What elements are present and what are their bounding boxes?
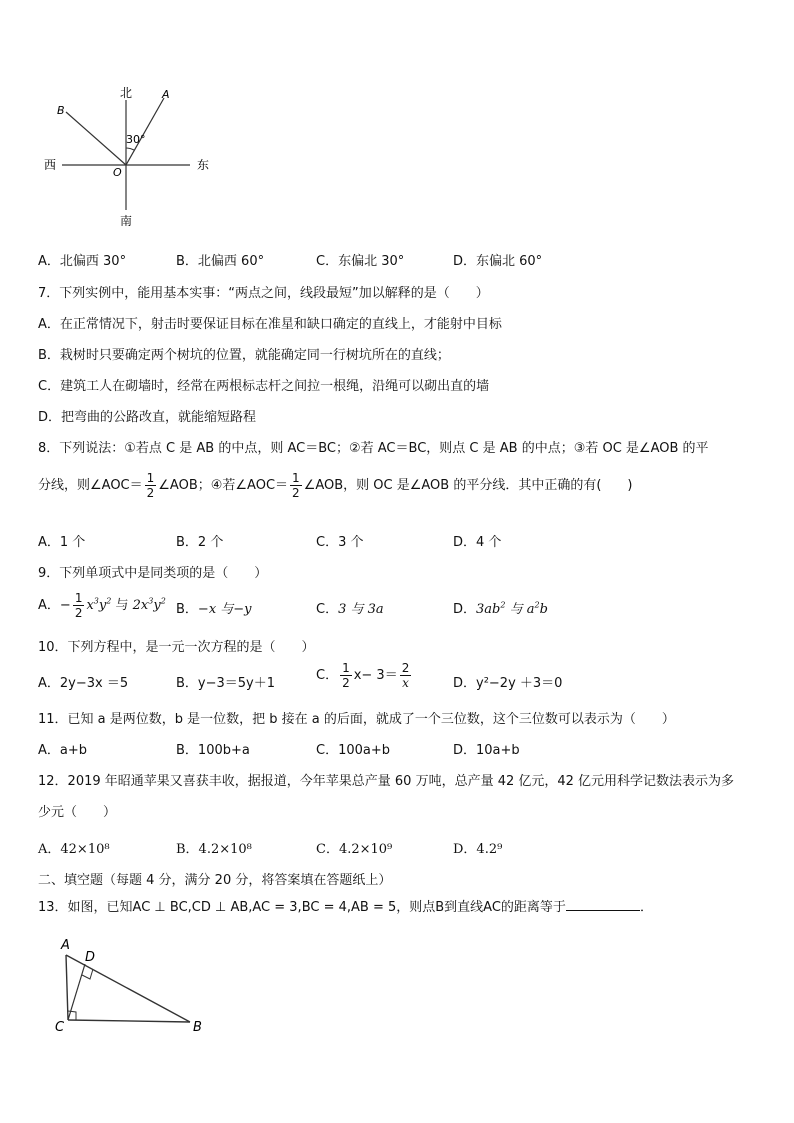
q9-option-b[interactable]: B．−x 与−y xyxy=(176,602,252,617)
q9-option-c[interactable]: C．3 与 3a xyxy=(316,602,384,617)
q8-option-a[interactable]: A．1 个 xyxy=(38,535,86,550)
q10-stem: 10．下列方程中，是一元一次方程的是（ ） xyxy=(38,640,315,655)
angle-label: 30° xyxy=(126,133,146,146)
q10-option-c[interactable]: C． $\frac{1}{2}$ x− 3＝ $\frac{2}{x}$ xyxy=(316,661,410,690)
q9-option-a[interactable]: A．− $\frac{1}{2}$ $x^3y^2$ 与 $2x^3y^2$ xyxy=(38,591,166,620)
q6-option-b[interactable]: B．北偏西 60° xyxy=(176,254,265,269)
q11-stem: 11．已知 a 是两位数，b 是一位数，把 b 接在 a 的后面，就成了一个三位数，这个三位数可以表示为（ ） xyxy=(38,712,675,727)
vertex-a-label: A xyxy=(61,938,70,953)
q10-option-d[interactable]: D．y²−2y ＋3＝0 xyxy=(453,676,563,691)
vertex-d-label: D xyxy=(85,950,96,965)
q7-option-c[interactable]: C．建筑工人在砌墙时，经常在两根标志杆之间拉一根绳，沿绳可以砌出直的墙 xyxy=(38,379,490,394)
q9-stem: 9．下列单项式中是同类项的是（ ） xyxy=(38,566,268,581)
q7-option-a[interactable]: A．在正常情况下，射击时要保证目标在准星和缺口确定的直线上，才能射中目标 xyxy=(38,317,502,332)
q8-fraction-1: $\frac{1}{2}$ xyxy=(146,471,155,500)
side-cb xyxy=(68,1020,190,1022)
q6-option-c[interactable]: C．东偏北 30° xyxy=(316,254,405,269)
q12-option-d[interactable]: D．4.2⁹ xyxy=(453,842,503,857)
section-heading: 二、填空题（每题 4 分，满分 20 分，将答案填在答题纸上） xyxy=(38,873,392,888)
point-a-label: A xyxy=(162,88,170,101)
q12-option-a[interactable]: A．42×10⁸ xyxy=(38,842,110,857)
q8-option-b[interactable]: B．2 个 xyxy=(176,535,224,550)
east-label: 东 xyxy=(197,158,210,172)
point-b-label: B xyxy=(57,104,65,117)
ray-ob xyxy=(66,112,126,165)
answer-blank[interactable] xyxy=(566,898,640,911)
q8-line2-part-b: ∠AOB；④若∠AOC＝ xyxy=(158,478,289,493)
q7-option-b[interactable]: B．栽树时只要确定两个树坑的位置，就能确定同一行树坑所在的直线； xyxy=(38,348,450,363)
q11-option-a[interactable]: A．a+b xyxy=(38,743,88,758)
q11-option-c[interactable]: C．100a+b xyxy=(316,743,391,758)
q6-option-a[interactable]: A．北偏西 30° xyxy=(38,254,127,269)
angle-arc xyxy=(126,148,134,150)
vertex-b-label: B xyxy=(193,1020,202,1035)
west-label: 西 xyxy=(44,158,57,172)
north-label: 北 xyxy=(120,86,133,100)
q12-line2: 少元（ ） xyxy=(38,805,117,820)
compass-figure xyxy=(40,80,230,230)
q10-option-b[interactable]: B．y−3＝5y＋1 xyxy=(176,676,276,691)
q12-option-b[interactable]: B．4.2×10⁸ xyxy=(176,842,252,857)
side-ac xyxy=(66,955,68,1020)
q6-option-d[interactable]: D．东偏北 60° xyxy=(453,254,543,269)
q7-stem: 7．下列实例中，能用基本实事：“两点之间，线段最短”加以解释的是（ ） xyxy=(38,286,489,301)
q10-option-a[interactable]: A．2y−3x ＝5 xyxy=(38,676,129,691)
triangle-figure xyxy=(55,935,215,1035)
south-label: 南 xyxy=(120,214,133,228)
q7-option-d[interactable]: D．把弯曲的公路改直，就能缩短路程 xyxy=(38,410,257,425)
q8-line2 xyxy=(38,472,632,499)
ray-oa xyxy=(126,98,164,165)
q13-stem: 13．如图，已知AC ⊥ BC,CD ⊥ AB,AC = 3,BC = 4,AB = 5，则点B到直线AC的距离等于 ． xyxy=(38,900,653,915)
vertex-c-label: C xyxy=(55,1020,65,1035)
q8-option-d[interactable]: D．4 个 xyxy=(453,535,502,550)
q8-line2-part-c: ∠AOB，则 OC 是∠AOB 的平分线．其中正确的有( ) xyxy=(303,478,633,493)
q12-option-c[interactable]: C．4.2×10⁹ xyxy=(316,842,393,857)
q8-line1: 8．下列说法：①若点 C 是 AB 的中点，则 AC＝BC；②若 AC＝BC，则点 C 是 AB 的中点；③若 OC 是∠AOB 的平 xyxy=(38,441,709,456)
q12-line1: 12．2019 年昭通苹果又喜获丰收，据报道，今年苹果总产量 60 万吨，总产量 42 亿元，42 亿元用科学记数法表示为多 xyxy=(38,774,735,789)
q8-option-c[interactable]: C．3 个 xyxy=(316,535,364,550)
q11-option-d[interactable]: D．10a+b xyxy=(453,743,520,758)
q9-option-d[interactable]: D．$3ab^2$ 与 $a^2b$ xyxy=(453,600,548,617)
origin-label: O xyxy=(113,166,122,179)
q8-line2-part-a: 分线，则∠AOC＝ xyxy=(38,478,143,493)
q8-fraction-2: $\frac{1}{2}$ xyxy=(292,471,300,500)
q11-option-b[interactable]: B．100b+a xyxy=(176,743,250,758)
